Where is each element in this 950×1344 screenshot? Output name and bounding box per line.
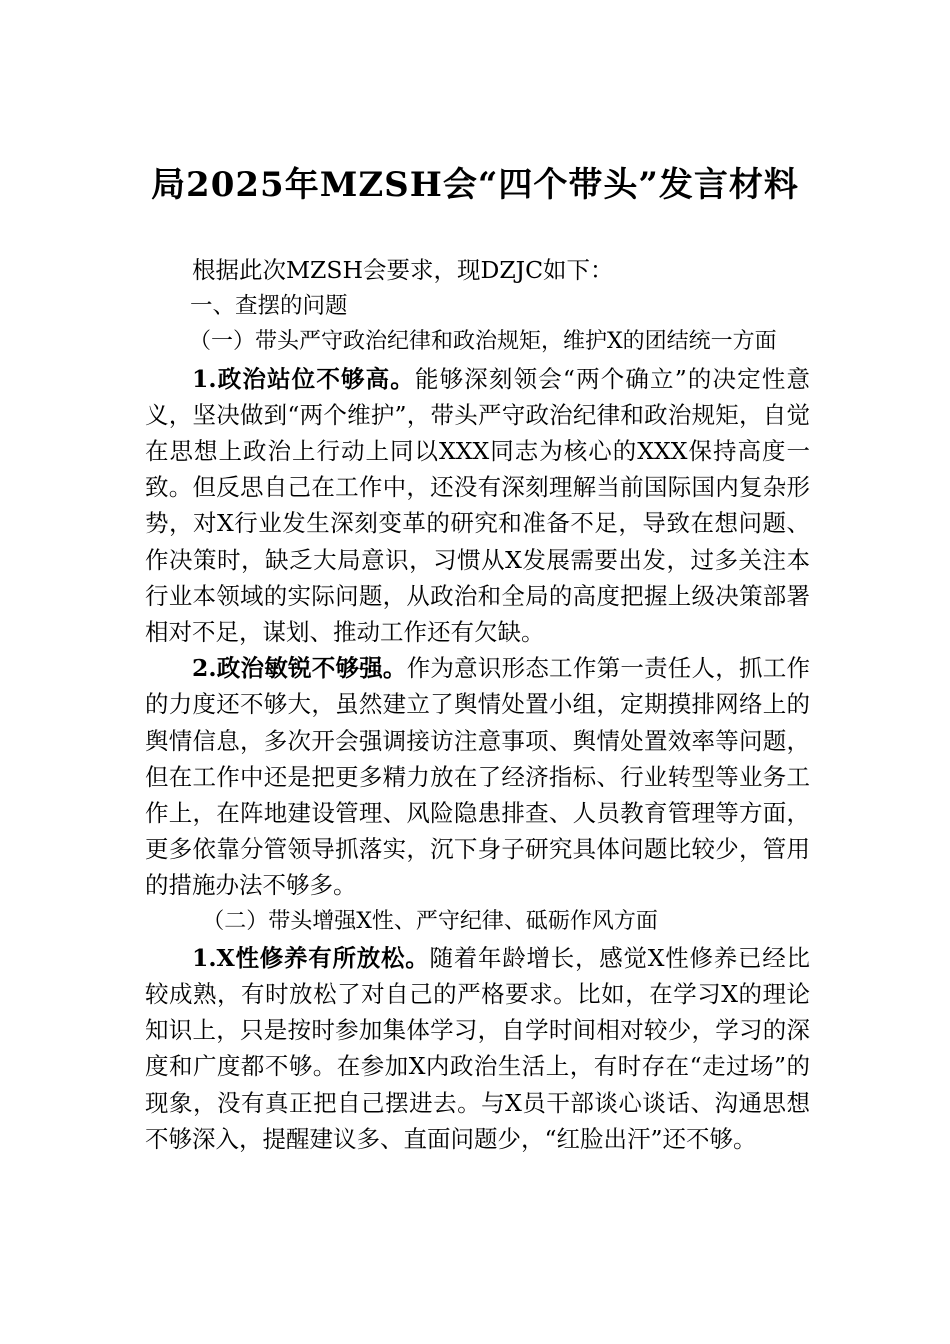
section-one-heading: 一、查摆的问题: [190, 293, 348, 320]
item-text: 作为意识形态工作第一责任人，抓工作的力度还不够大，虽然建立了舆情处置小组，定期摸排网络上的舆情信息，多次开会强调接访注意事项、舆情处置效率等问题，但在工作中还是把更多精力放在了经济指标、行业转型等业务工作上，在阵地建设管理、风险隐患排查、人员教育管理等方面，更多依靠分管领导抓落实，沉下身子研究具体问题比较少，管用的措施办法不够多。: [145, 654, 810, 900]
item-text: 能够深刻领会“两个确立”的决定性意义，坚决做到“两个维护”，带头严守政治纪律和政治规矩，自觉在思想上政治上行动上同以XXX同志为核心的XXX保持高度一致。但反思自己在工作中，还没有深刻理解当前国际国内复杂形势，对X行业发生深刻变革的研究和准备不足，导致在想问题、作决策时，缺乏大局意识，习惯从X发展需要出发，过多关注本行业本领域的实际问题，从政治和全局的高度把握上级决策部署相对不足，谋划、推动工作还有欠缺。: [145, 364, 810, 647]
subsection-two-item-1: [145, 940, 810, 1157]
item-lead: 1.X性修养有所放松。: [192, 943, 430, 972]
document-title: 局2025年MZSH会“四个带头”发言材料: [151, 165, 799, 205]
subsection-one-item-2: [145, 650, 810, 903]
item-lead: 2.政治敏锐不够强。: [192, 654, 407, 683]
intro-paragraph: 根据此次MZSH会要求，现DZJC如下：: [192, 256, 614, 284]
subsection-two-heading: （二）带头增强X性、严守纪律、砥砺作风方面: [202, 908, 658, 934]
subsection-one-item-1: [145, 361, 810, 651]
subsection-one-heading: （一）带头严守政治纪律和政治规矩，维护X的团结统一方面: [189, 329, 777, 355]
item-text: 随着年龄增长，感觉X性修养已经比较成熟，有时放松了对自己的严格要求。比如，在学习X的理论知识上，只是按时参加集体学习，自学时间相对较少，学习的深度和广度都不够。在参加X内政治生活上，有时存在“走过场”的现象，没有真正把自己摆进去。与X员干部谈心谈话、沟通思想不够深入，提醒建议多、直面问题少，“红脸出汗”还不够。: [145, 943, 810, 1153]
item-lead: 1.政治站位不够高。: [192, 364, 415, 393]
document-body: [145, 252, 810, 1157]
